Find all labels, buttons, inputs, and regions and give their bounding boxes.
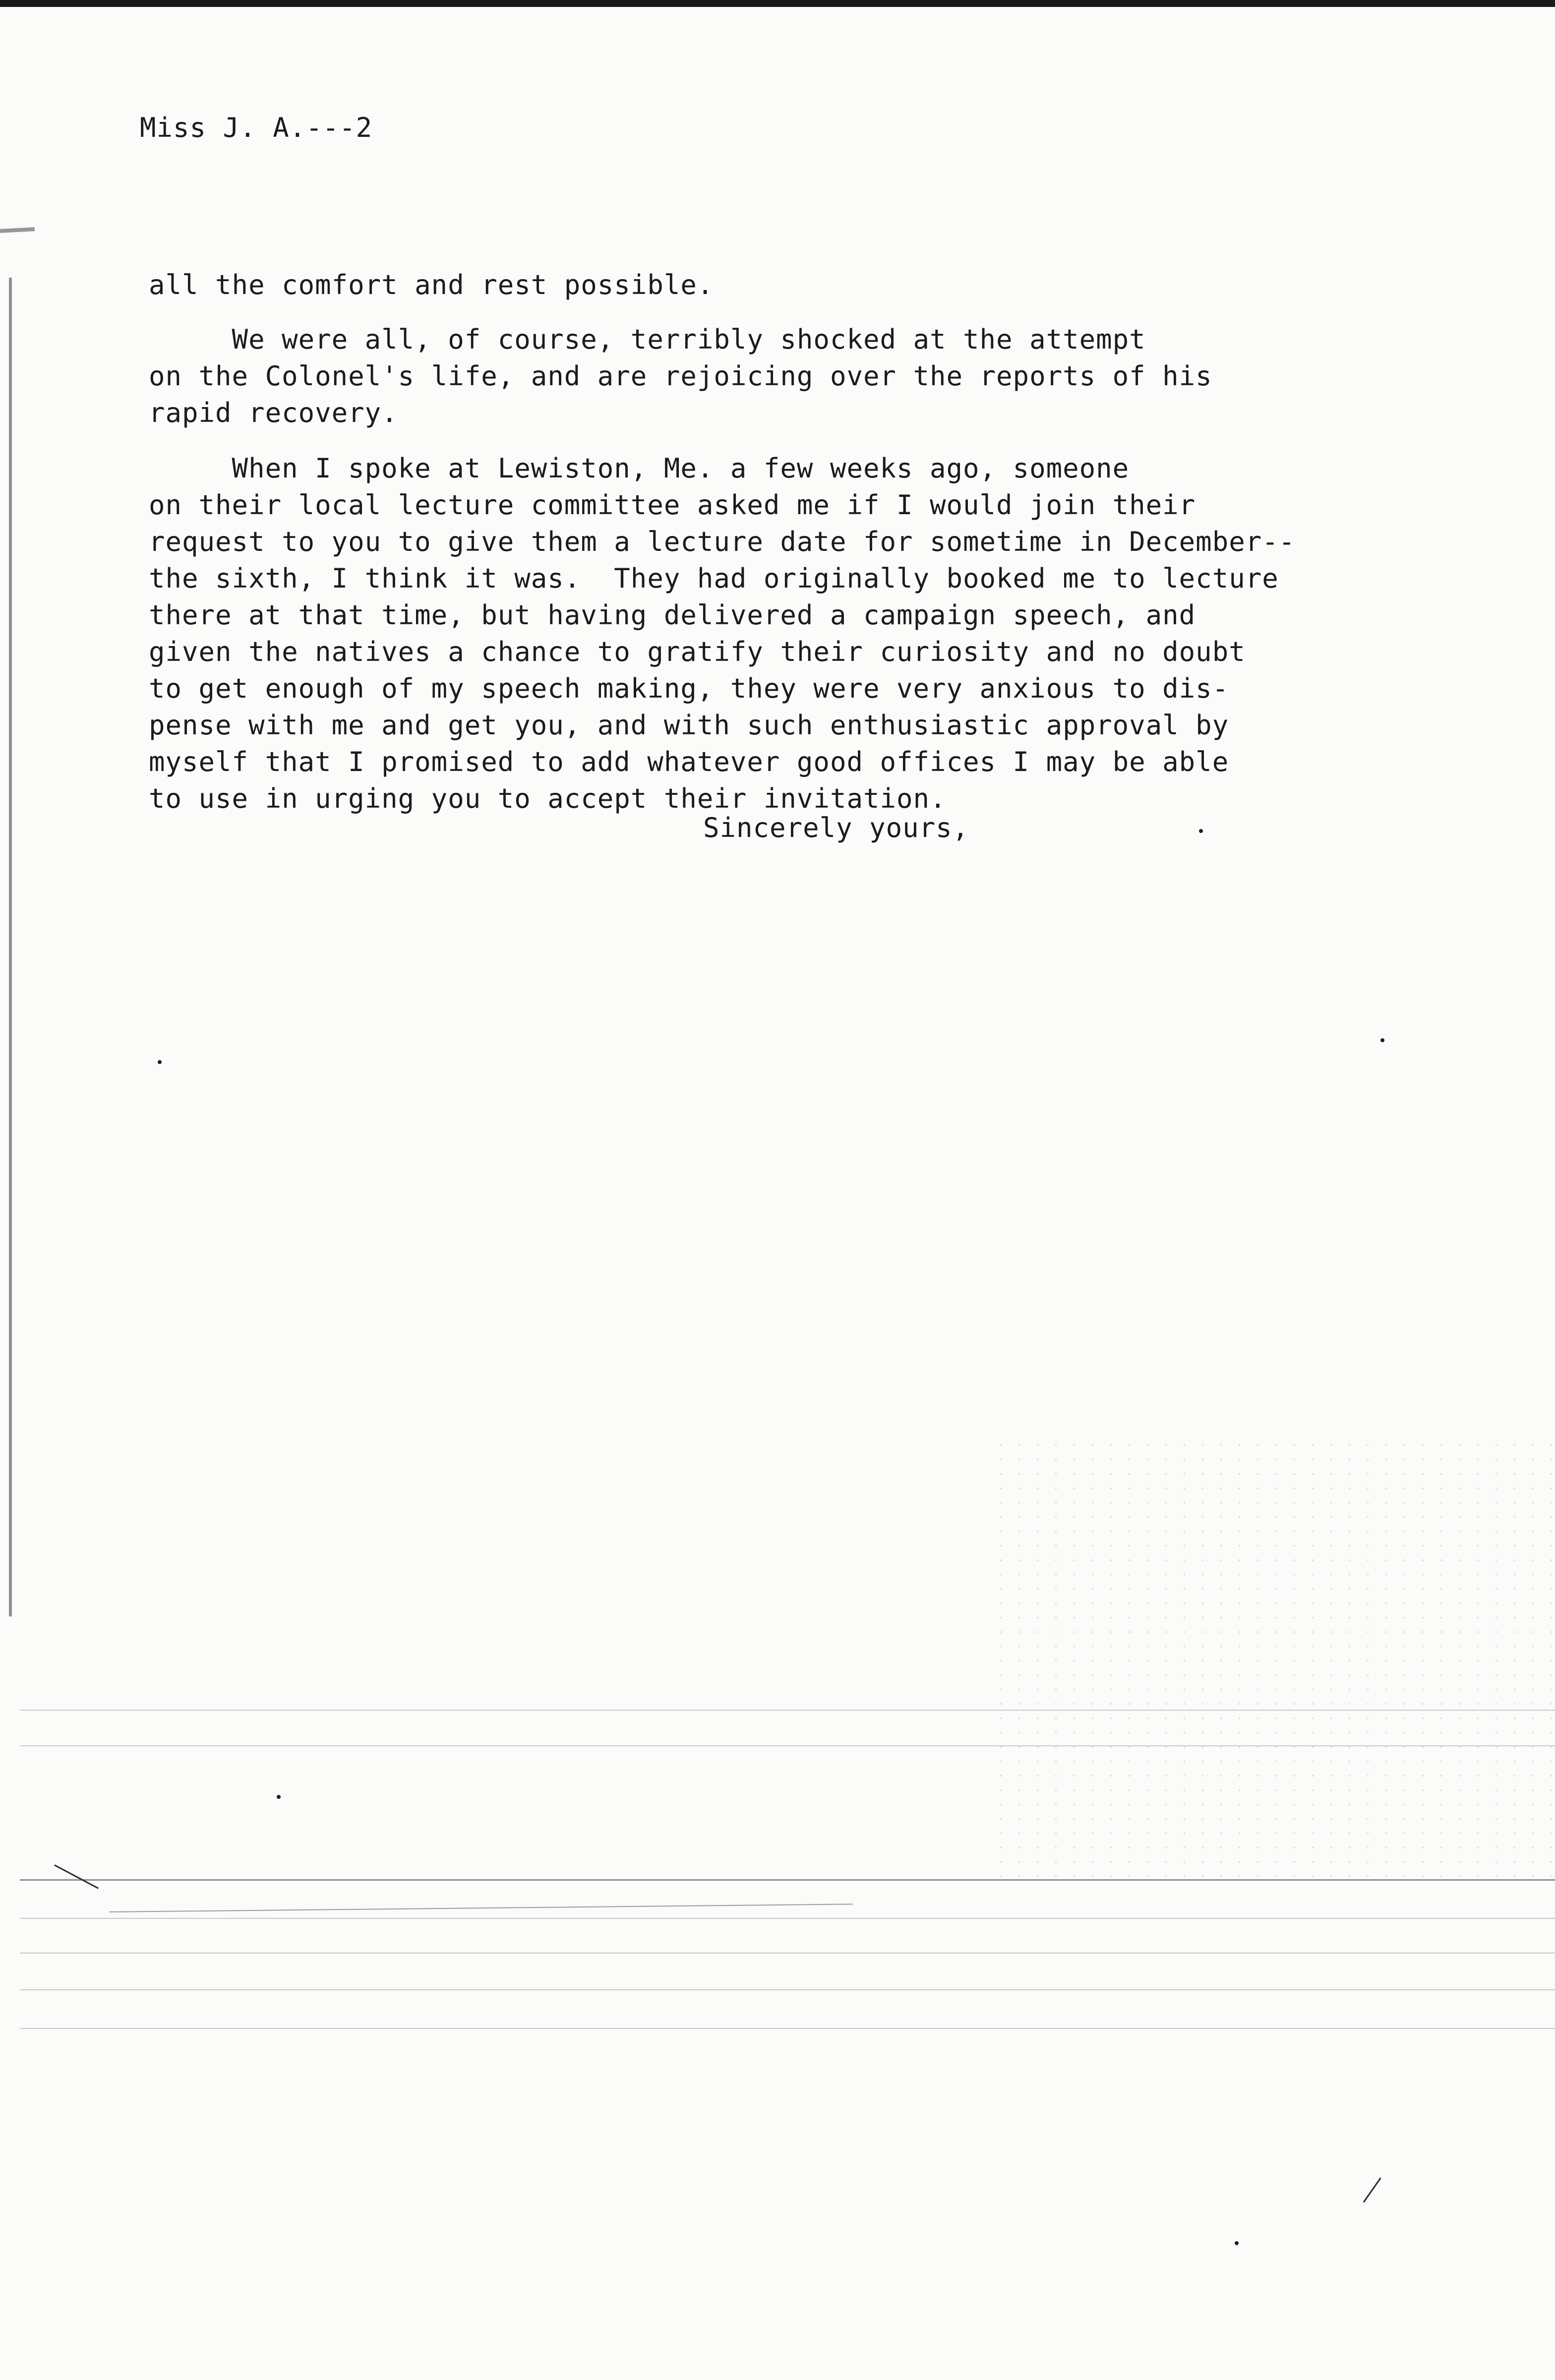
- letter-line: given the natives a chance to gratify their curiosity and no doubt: [149, 636, 1246, 667]
- letter-line: the sixth, I think it was. They had originally booked me to lecture: [149, 563, 1279, 594]
- letter-line: We were all, of course, terribly shocked at the attempt: [149, 324, 1146, 355]
- scan-dot: [1199, 829, 1203, 833]
- scan-dot: [1380, 1038, 1384, 1042]
- scan-dot: [158, 1060, 162, 1064]
- letter-line: on their local lecture committee asked me if I would join their: [149, 489, 1196, 521]
- scan-top-edge: [0, 0, 1555, 7]
- scan-speckle: [992, 1438, 1555, 1884]
- letter-closing: Sincerely yours,: [703, 812, 969, 843]
- scan-rule: [20, 1953, 1555, 1954]
- letter-line: pense with me and get you, and with such enthusiastic approval by: [149, 710, 1229, 741]
- letter-line: to get enough of my speech making, they were very anxious to dis-: [149, 673, 1229, 704]
- scan-scratch: [1363, 2177, 1381, 2202]
- letter-line: rapid recovery.: [149, 397, 398, 428]
- letter-line: myself that I promised to add whatever good offices I may be able: [149, 746, 1229, 777]
- letter-line: to use in urging you to accept their invitation.: [149, 783, 947, 814]
- letter-line: all the comfort and rest possible.: [149, 269, 714, 300]
- page-header: Miss J. A.---2: [140, 112, 373, 143]
- scan-left-mark: [0, 227, 35, 233]
- scan-rule: [20, 2028, 1555, 2029]
- scan-left-edge: [9, 278, 12, 1616]
- scan-scratch: [109, 1904, 853, 1912]
- scan-dot: [1235, 2241, 1239, 2245]
- scan-rule: [20, 1918, 1555, 1919]
- scan-dot: [277, 1795, 281, 1799]
- letter-line: on the Colonel's life, and are rejoicing over the reports of his: [149, 360, 1212, 392]
- letter-line: there at that time, but having delivered a campaign speech, and: [149, 599, 1196, 631]
- scan-scratch: [54, 1864, 99, 1889]
- scan-rule: [20, 1989, 1555, 1990]
- letter-line: When I spoke at Lewiston, Me. a few weeks ago, someone: [149, 453, 1130, 484]
- letter-line: request to you to give them a lecture date for sometime in December--: [149, 526, 1296, 557]
